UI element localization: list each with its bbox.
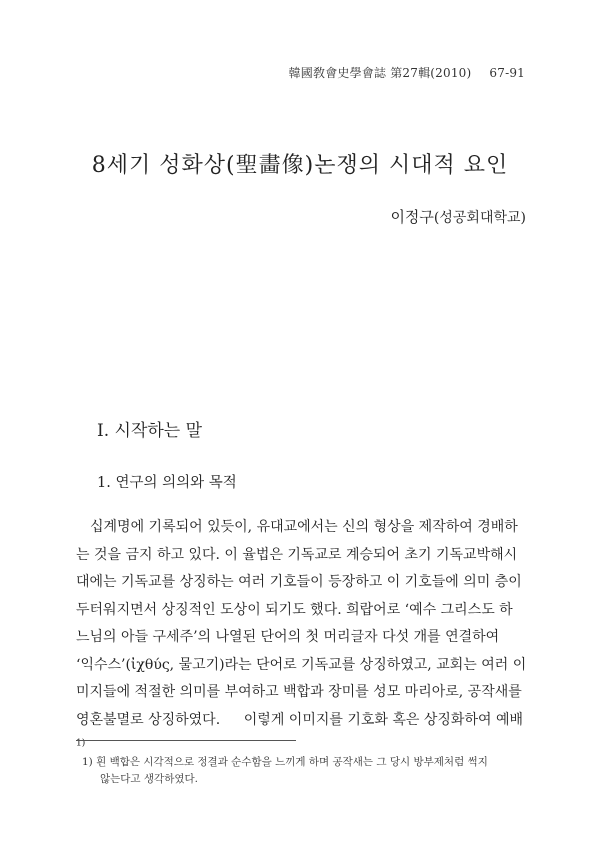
body-line: 대에는 기독교를 상징하는 여러 기호들이 등장하고 이 기호들에 의미 층이 <box>76 574 522 590</box>
body-line-segment: 영혼불멸로 상징하였다. $^{1)}$ <box>76 711 221 749</box>
body-line: 미지들에 적절한 의미를 부여하고 백합과 장미를 성모 마리아로, 공작새를 <box>76 684 522 700</box>
page-range: 67-91 <box>489 66 525 80</box>
journal-title: 韓國敎會史學會誌 第27輯(2010) <box>288 66 472 80</box>
body-line-segment: 이렇게 이미지를 기호화 혹은 상징화하여 예배 <box>243 711 523 728</box>
body-line: 는 것을 금지 하고 있다. 이 율법은 기독교로 계승되어 초기 기독교박해시 <box>76 546 518 563</box>
section-heading: Ⅰ. 시작하는 말 <box>97 421 203 441</box>
body-line: 느님의 아들 구세주’의 나열된 단어의 첫 머리글자 다섯 개를 연결하여 <box>76 629 500 645</box>
author-affiliation: (성공회대학교) <box>433 210 526 226</box>
footnote <box>82 754 522 788</box>
subsection-heading: 1. 연구의 의의와 목적 <box>97 475 237 491</box>
author-line <box>390 206 526 227</box>
body-line: 두터워지면서 상징적인 도상이 되기도 했다. 희랍어로 ‘예수 그리스도 하 <box>76 601 513 618</box>
article-title: 8세기 성화상(聖畵像)논쟁의 시대적 요인 <box>91 153 509 178</box>
body-line: ‘익수스’(ἰχθύς, 물고기)라는 단어로 기독교를 상징하였고, 교회는 여러 이 <box>76 656 527 673</box>
footnote-line: 1) 흰 백합은 시각적으로 정결과 순수함을 느끼게 하며 공작새는 그 당시 방부제처럼 썩지 <box>82 756 488 768</box>
footnote-line: 않는다고 생각하였다. <box>100 773 198 785</box>
footnote-reference[interactable]: 1) <box>76 738 86 749</box>
body-line <box>76 707 523 749</box>
body-paragraph <box>76 514 527 749</box>
body-line: 십계명에 기록되어 있듯이, 유대교에서는 신의 형상을 제작하여 경배하 <box>90 519 518 535</box>
footnote-divider <box>76 740 296 741</box>
journal-header <box>289 64 525 81</box>
author-name: 이정구 <box>390 208 434 226</box>
